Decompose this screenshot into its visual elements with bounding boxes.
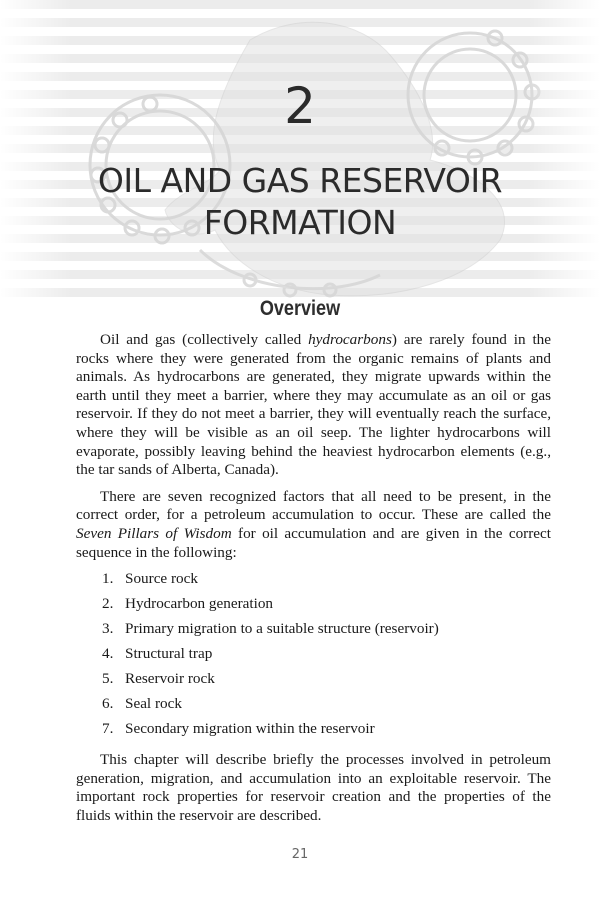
paragraph-hydrocarbons bbox=[76, 331, 551, 480]
list-item-text: Hydrocarbon generation bbox=[125, 595, 274, 613]
chapter-number: 2 bbox=[284, 77, 316, 135]
list-item-number: 1. bbox=[102, 570, 114, 588]
seven-pillars-list bbox=[76, 570, 551, 745]
list-item-number: 7. bbox=[102, 720, 114, 738]
paragraph-1-start: Oil and gas (collectively called bbox=[100, 331, 309, 348]
list-item-text: Reservoir rock bbox=[125, 670, 215, 688]
list-item bbox=[102, 645, 551, 670]
list-item-number: 5. bbox=[102, 670, 114, 688]
list-item bbox=[102, 620, 551, 645]
list-item bbox=[102, 595, 551, 620]
list-item-number: 4. bbox=[102, 645, 114, 663]
list-item-text: Secondary migration within the reservoir bbox=[125, 720, 375, 738]
list-item bbox=[102, 570, 551, 595]
list-item bbox=[102, 670, 551, 695]
chapter-title-line-2: FORMATION bbox=[203, 203, 397, 242]
term-seven-pillars: Seven Pillars of Wisdom bbox=[76, 524, 232, 542]
list-item-text: Structural trap bbox=[125, 645, 213, 663]
chapter-banner-watermark bbox=[0, 0, 600, 310]
list-item-text: Source rock bbox=[125, 570, 198, 588]
list-item-number: 2. bbox=[102, 595, 114, 613]
term-hydrocarbons: hydrocarbons bbox=[308, 331, 392, 348]
page-number: 21 bbox=[291, 847, 309, 862]
chapter-title bbox=[0, 160, 600, 244]
list-item-number: 3. bbox=[102, 620, 114, 638]
list-item bbox=[102, 720, 551, 745]
list-item-text: Primary migration to a suitable structure (reservoir) bbox=[125, 620, 439, 638]
chapter-title-line-1: OIL AND GAS RESERVOIR bbox=[97, 161, 503, 200]
paragraph-seven-factors bbox=[76, 488, 551, 562]
list-item-number: 6. bbox=[102, 695, 114, 713]
paragraph-1-rest: ) are rarely found in the rocks where they were generated from the organic remains of plants and animals. As hydrocarbons are generated, they migrate upwards within the earth until they meet a barrier, where they may accumulate as an oil or gas reservoir. If they do not meet a barrier, they will eventually reach the surface, where they will be visible as an oil seep. The lighter hydrocarbons will evaporate, possibly leaving behind the heaviest hydrocarbon elements (e.g., the tar sands of Alberta, Canada). bbox=[76, 331, 551, 479]
paragraph-2-rest: for oil accumulation and are given in the correct sequence in the following: bbox=[76, 524, 551, 561]
paragraph-chapter-summary: This chapter will describe briefly the processes involved in petroleum generation, migration, and accumulation into an exploitable reservoir. The important rock properties for reservoir creation and the properties of the fluids within the reservoir are described. bbox=[76, 751, 551, 824]
list-item-text: Seal rock bbox=[125, 695, 182, 713]
body-text bbox=[76, 331, 551, 826]
section-heading-overview: Overview bbox=[259, 297, 341, 320]
paragraph-2-start: There are seven recognized factors that all need to be present, in the correct order, for a petroleum accumulation to occur. These are called the bbox=[76, 487, 551, 524]
list-item bbox=[102, 695, 551, 720]
